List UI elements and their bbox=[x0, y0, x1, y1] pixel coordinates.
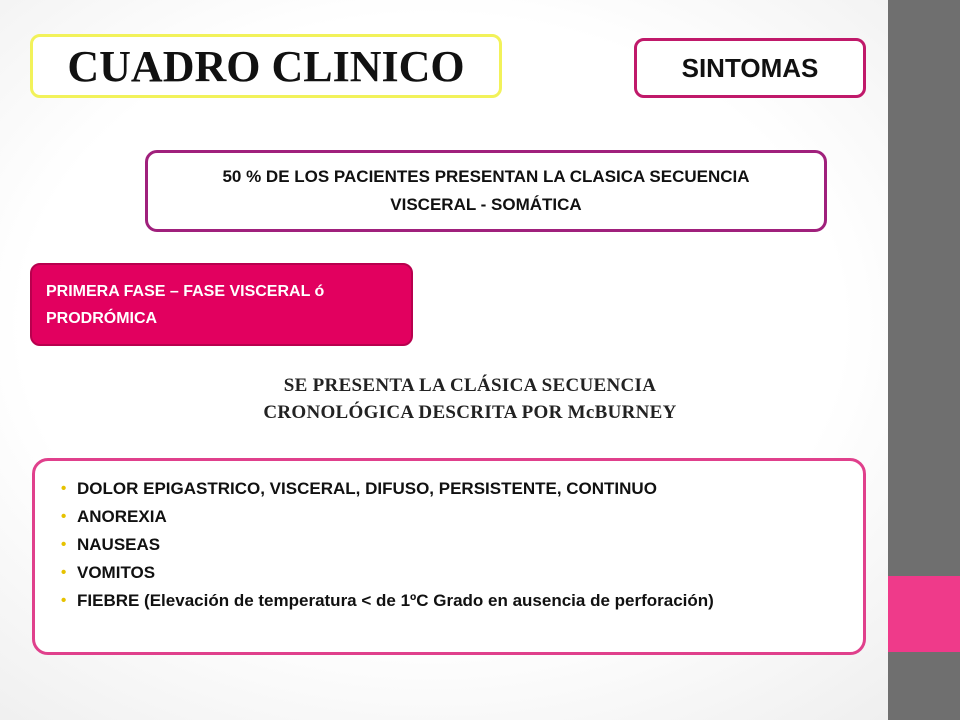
symptom-item bbox=[49, 475, 851, 503]
sintomas-badge bbox=[634, 38, 866, 98]
slide-title bbox=[30, 34, 502, 98]
symptoms-list-box bbox=[32, 458, 866, 655]
symptom-item bbox=[49, 531, 851, 559]
bullet-icon: • bbox=[61, 536, 67, 553]
symptom-text: DOLOR EPIGASTRICO, VISCERAL, DIFUSO, PERSISTENTE, CONTINUO bbox=[77, 479, 657, 498]
mcburney-line-2: CRONOLÓGICA DESCRITA POR McBURNEY bbox=[263, 402, 677, 423]
bullet-icon: • bbox=[61, 592, 67, 609]
bullet-icon: • bbox=[61, 564, 67, 581]
sintomas-badge-text: SINTOMAS bbox=[681, 52, 819, 83]
slide-title-text: CUADRO CLINICO bbox=[67, 41, 465, 91]
fase-line-1: PRIMERA FASE – FASE VISCERAL ó bbox=[46, 282, 325, 300]
primera-fase-box bbox=[30, 263, 413, 346]
fase-line-2: PRODRÓMICA bbox=[46, 309, 158, 327]
secuencia-box bbox=[145, 150, 827, 232]
bullet-icon: • bbox=[61, 480, 67, 497]
bullet-icon: • bbox=[61, 508, 67, 525]
sidebar-accent-block bbox=[888, 576, 960, 652]
symptom-text: VOMITOS bbox=[77, 563, 156, 582]
symptom-item bbox=[49, 559, 851, 587]
symptom-text: ANOREXIA bbox=[77, 507, 167, 526]
symptom-item bbox=[49, 587, 851, 615]
mcburney-line-1: SE PRESENTA LA CLÁSICA SECUENCIA bbox=[283, 375, 657, 396]
mcburney-statement bbox=[180, 372, 760, 426]
symptom-text: FIEBRE (Elevación de temperatura < de 1ºC Grado en ausencia de perforación) bbox=[77, 591, 714, 610]
symptom-item bbox=[49, 503, 851, 531]
symptoms-list bbox=[49, 475, 851, 615]
symptom-text: NAUSEAS bbox=[77, 535, 161, 554]
secuencia-line-1: 50 % DE LOS PACIENTES PRESENTAN LA CLASICA SECUENCIA bbox=[222, 167, 750, 186]
secuencia-line-2: VISCERAL - SOMÁTICA bbox=[390, 195, 582, 214]
